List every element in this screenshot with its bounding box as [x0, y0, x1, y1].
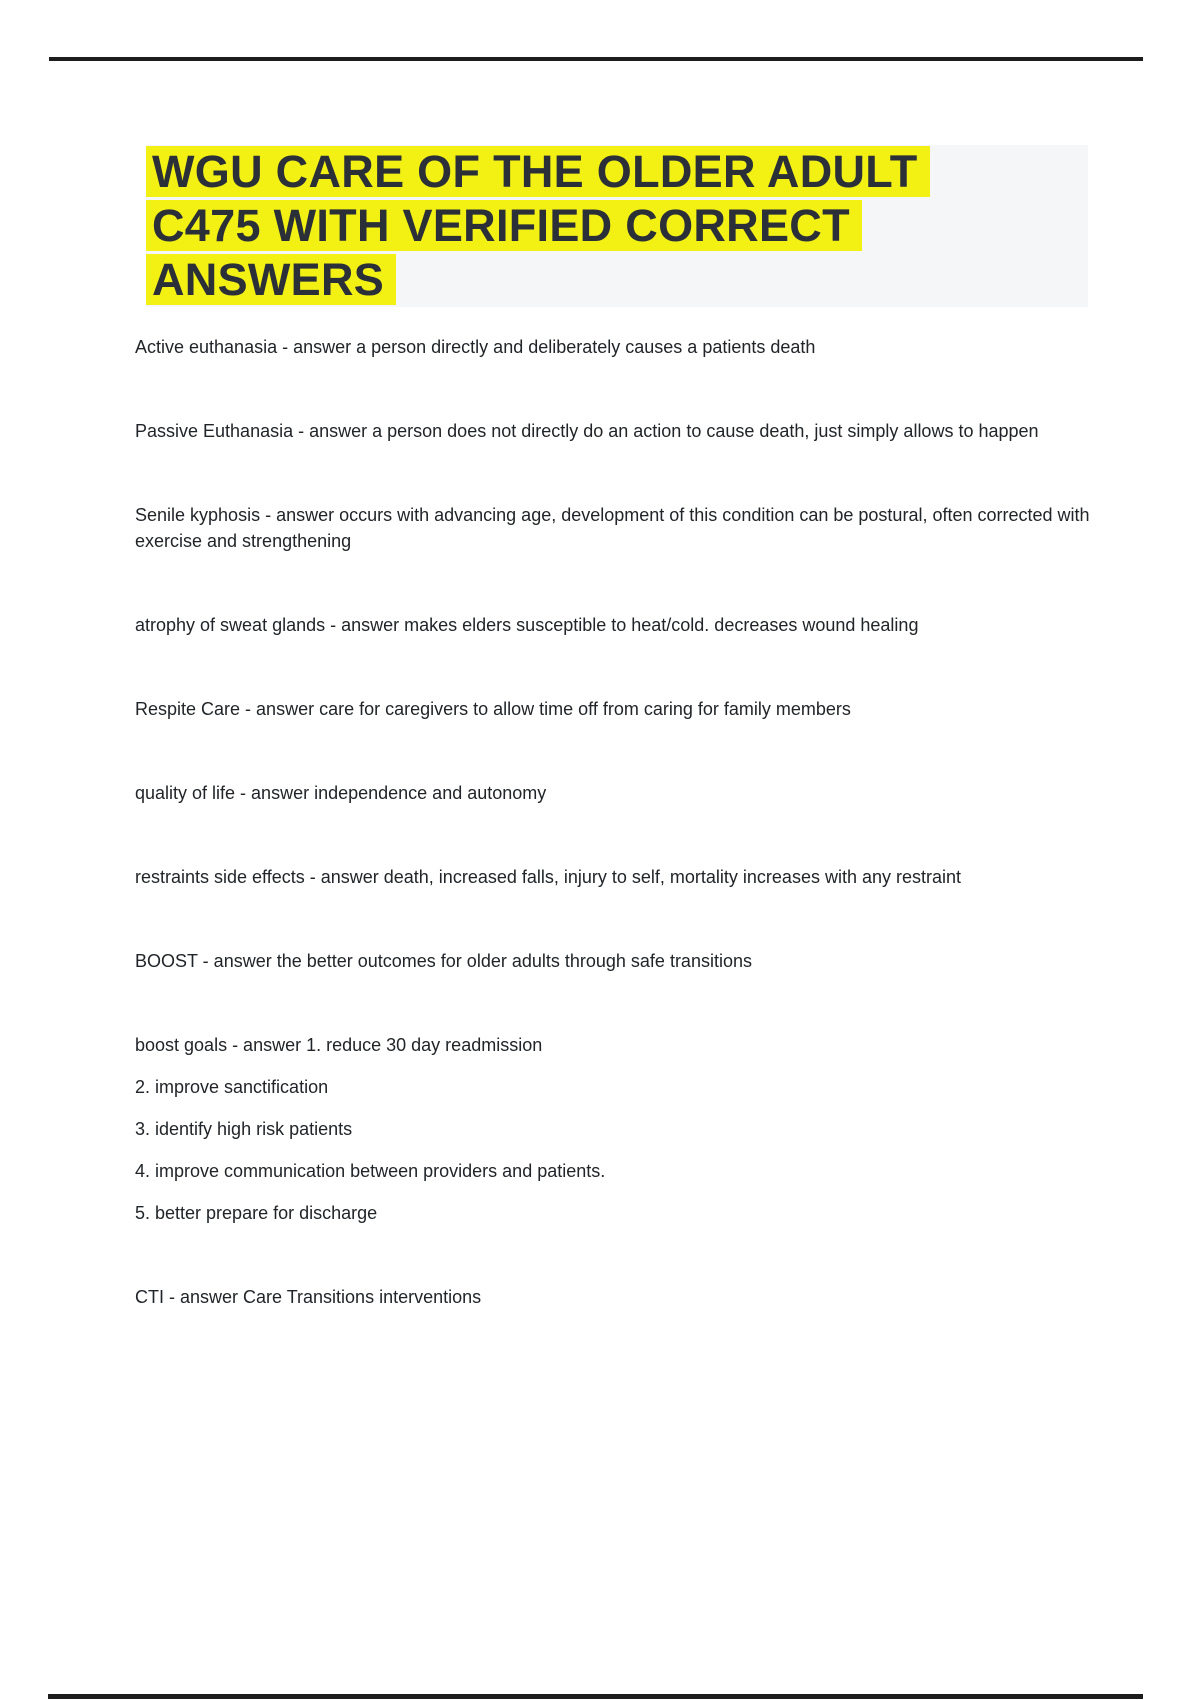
qa-text: restraints side effects - answer death, increased falls, injury to self, mortality increases with any restraint [135, 867, 962, 887]
top-rule [49, 57, 1143, 61]
qa-block-senile-kyphosis [135, 502, 1100, 554]
qa-text: BOOST - answer the better outcomes for older adults through safe transitions [135, 951, 752, 971]
qa-text: Passive Euthanasia - answer a person does not directly do an action to cause death, just simply allows to happen [135, 421, 1039, 441]
title-line: WGU CARE OF THE OLDER ADULT [152, 146, 918, 197]
qa-block-cti [135, 1284, 1100, 1310]
qa-list-item: 3. identify high risk patients [135, 1119, 353, 1139]
qa-block-active-euthanasia [135, 334, 1100, 360]
qa-list-item: 2. improve sanctification [135, 1077, 329, 1097]
title-line: ANSWERS [152, 254, 385, 305]
title-line: C475 WITH VERIFIED CORRECT [152, 200, 850, 251]
document-content [135, 145, 1100, 1368]
title-highlight [146, 146, 930, 305]
qa-text: CTI - answer Care Transitions interventions [135, 1287, 482, 1307]
qa-block-atrophy-sweat-glands [135, 612, 1100, 638]
qa-list-item: 5. better prepare for discharge [135, 1203, 378, 1223]
qa-text: Active euthanasia - answer a person directly and deliberately causes a patients death [135, 337, 816, 357]
page-title [146, 145, 1088, 307]
qa-block-boost-goals [135, 1032, 1100, 1226]
qa-text: Respite Care - answer care for caregivers to allow time off from caring for family members [135, 699, 851, 719]
qa-text: quality of life - answer independence and autonomy [135, 783, 547, 803]
qa-block-restraints-side-effects [135, 864, 1100, 890]
qa-list-item: 4. improve communication between providers and patients. [135, 1161, 606, 1181]
qa-block-quality-of-life [135, 780, 1100, 806]
qa-block-boost [135, 948, 1100, 974]
qa-text: boost goals - answer 1. reduce 30 day readmission [135, 1035, 543, 1055]
qa-block-respite-care [135, 696, 1100, 722]
qa-block-passive-euthanasia [135, 418, 1100, 444]
qa-text: atrophy of sweat glands - answer makes elders susceptible to heat/cold. decreases wound healing [135, 615, 919, 635]
bottom-rule [48, 1694, 1143, 1699]
qa-text: Senile kyphosis - answer occurs with advancing age, development of this condition can be postural, often corrected with exercise and strengthening [135, 505, 1090, 551]
